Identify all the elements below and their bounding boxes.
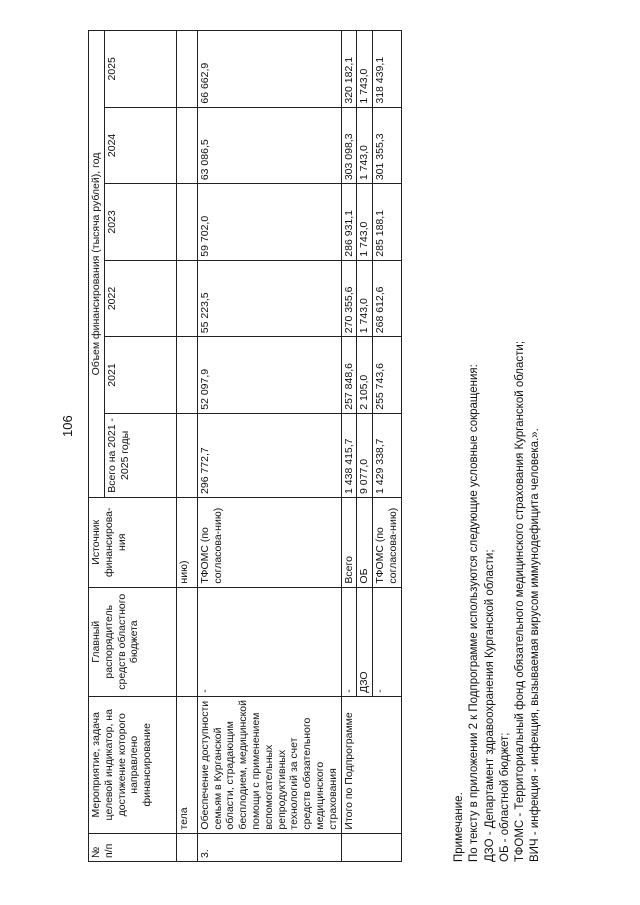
totals-manager: - xyxy=(341,587,357,696)
totals-label: Итого по Подпрограмме xyxy=(341,696,401,833)
totals-value: 2 105,0 xyxy=(357,337,373,414)
totals-value: 257 848,6 xyxy=(341,337,357,414)
totals-value: 1 743,0 xyxy=(357,184,373,261)
row-value: 59 702,0 xyxy=(197,184,341,261)
totals-total: 1 429 338,7 xyxy=(373,413,402,497)
header-num: № п/п xyxy=(89,833,177,861)
row-value: 52 097,9 xyxy=(197,337,341,414)
totals-value: 286 931,1 xyxy=(341,184,357,261)
note-heading: Примечание. xyxy=(453,792,465,862)
header-year: 2021 xyxy=(104,337,176,414)
continuation-row xyxy=(176,31,197,862)
row-manager: - xyxy=(197,587,341,696)
totals-value: 270 355,6 xyxy=(341,260,357,337)
row-value: 63 086,5 xyxy=(197,107,341,184)
totals-value: 1 743,0 xyxy=(357,31,373,108)
page-number: 106 xyxy=(60,415,75,437)
row-event: Обеспечение доступности семьям в Курганской области, страдающим бесплодием, медицинской помощи с применением вспомогательных репродуктивных технологий за счет средств обязательного медицинского страхования xyxy=(197,696,341,833)
table-row xyxy=(197,31,341,862)
financing-table xyxy=(88,30,402,862)
note-line: ВИЧ - инфекция - инфекция, вызываемая вирусом иммунодефицита человека.». xyxy=(529,428,542,862)
totals-total: 1 438 415,7 xyxy=(341,413,357,497)
note-line: ТФОМС - Территориальный фонд обязательного медицинского страхования Курганской области; xyxy=(514,340,527,862)
header-volume: Объем финансирования (тысяча рублей), год xyxy=(89,31,105,498)
totals-value: 285 188,1 xyxy=(373,184,402,261)
totals-row xyxy=(341,31,357,862)
totals-value: 1 743,0 xyxy=(357,107,373,184)
totals-manager: ДЗО xyxy=(357,587,373,696)
header-manager: Главный распорядитель средств областного бюджета xyxy=(89,587,177,696)
header-year: 2023 xyxy=(104,184,176,261)
totals-source: ОБ xyxy=(357,497,373,587)
row-source: ТФОМС (по согласова-нию) xyxy=(197,497,341,587)
totals-value: 318 439,1 xyxy=(373,31,402,108)
rotated-page-content xyxy=(88,30,614,862)
totals-value: 268 612,6 xyxy=(373,260,402,337)
notes-block xyxy=(452,30,544,862)
header-row-1 xyxy=(89,31,105,862)
totals-value: 303 098,3 xyxy=(341,107,357,184)
totals-value: 1 743,0 xyxy=(357,260,373,337)
note-line: ДЗО - Департамент здравоохранения Курганской области; xyxy=(483,549,496,862)
totals-source: Всего xyxy=(341,497,357,587)
totals-total: 9 077,0 xyxy=(357,413,373,497)
row-num: 3. xyxy=(197,833,341,861)
continuation-source: нию) xyxy=(176,497,197,587)
totals-value: 320 182,1 xyxy=(341,31,357,108)
header-year: 2024 xyxy=(104,107,176,184)
totals-value: 301 355,3 xyxy=(373,107,402,184)
header-total: Всего на 2021 - 2025 годы xyxy=(104,413,176,497)
totals-manager: - xyxy=(373,587,402,696)
header-event: Мероприятие, задача целевой индикатор, на достижение которого направлено финансирование xyxy=(89,696,177,833)
continuation-event: тела xyxy=(176,696,197,833)
header-year: 2022 xyxy=(104,260,176,337)
row-value: 55 223,5 xyxy=(197,260,341,337)
header-year: 2025 xyxy=(104,31,176,108)
row-total: 296 772,7 xyxy=(197,413,341,497)
note-line: По тексту в приложении 2 к Подпрограмме используются следующие условные сокращения: xyxy=(468,364,481,862)
totals-value: 255 743,6 xyxy=(373,337,402,414)
row-value: 66 662,9 xyxy=(197,31,341,108)
note-line: ОБ - областной бюджет; xyxy=(498,732,511,862)
header-source: Источник финансирова-ния xyxy=(89,497,177,587)
totals-source: ТФОМС (по согласова-нию) xyxy=(373,497,402,587)
